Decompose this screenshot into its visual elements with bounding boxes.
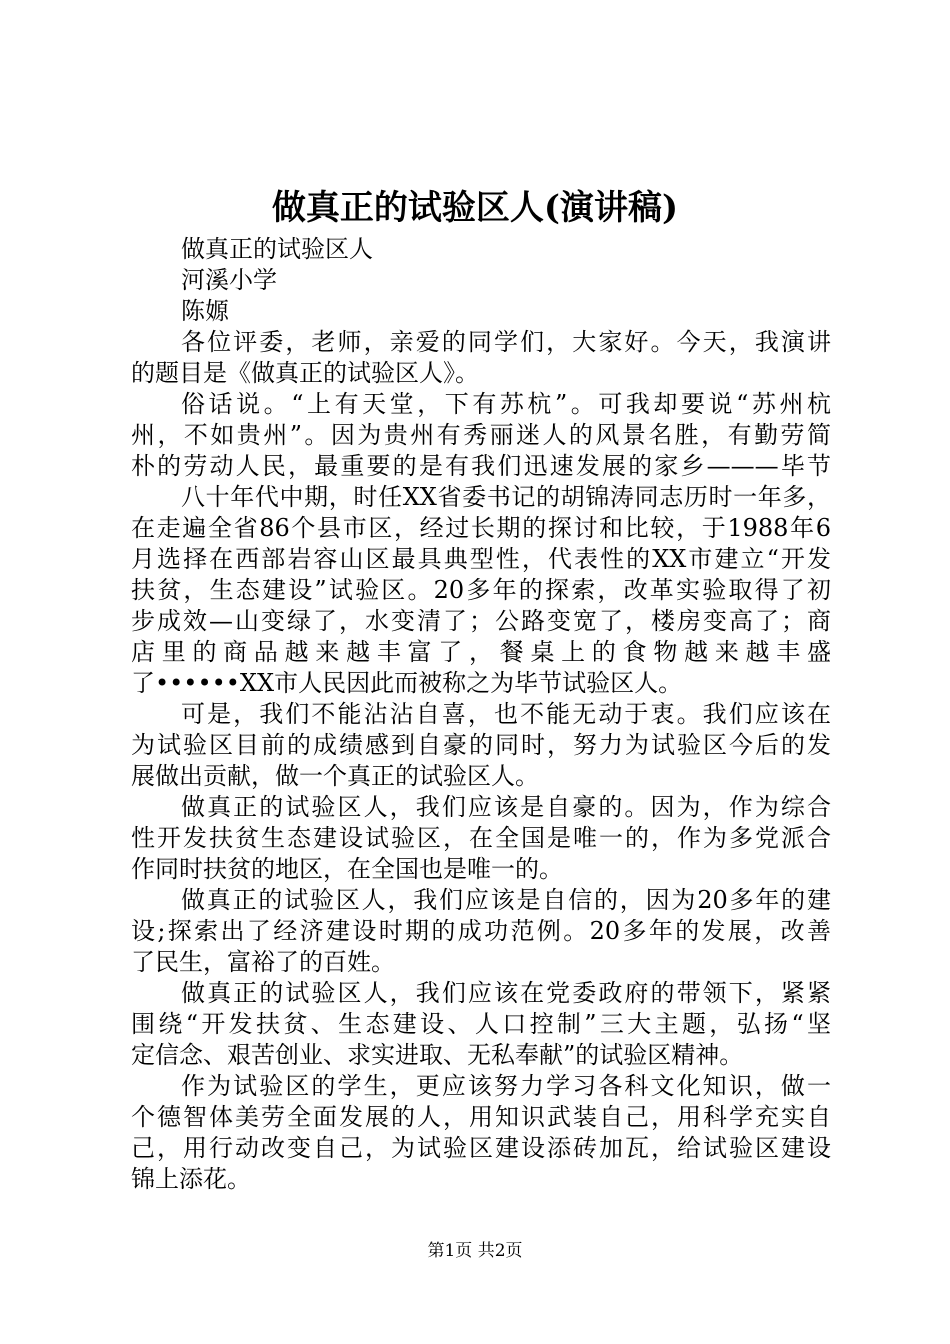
- document-title: 做真正的试验区人(演讲稿): [271, 188, 679, 228]
- page-footer: 第1页 共2页: [427, 1241, 523, 1261]
- body-line: 做真正的试验区人，我们应该是自豪的。因为，作为综合: [181, 793, 831, 821]
- body-line: 扶贫，生态建设”试验区。20多年的探索，改革实验取得了初: [131, 576, 831, 604]
- body-line: 在走遍全省86个县市区，经过长期的探讨和比较，于1988年6: [131, 514, 831, 542]
- body-line: 做真正的试验区人，我们应该是自信的，因为20多年的建: [181, 886, 831, 914]
- body-line: 了民生，富裕了的百姓。: [131, 948, 395, 976]
- body-line: 个德智体美劳全面发展的人，用知识武装自己，用科学充实自: [131, 1103, 831, 1131]
- document-body: [131, 234, 831, 1195]
- body-line: 作为试验区的学生，更应该努力学习各科文化知识，做一: [181, 1072, 831, 1100]
- body-line: 为试验区目前的成绩感到自豪的同时，努力为试验区今后的发: [131, 731, 831, 759]
- body-line: 月选择在西部岩容山区最具典型性，代表性的XX市建立“开发: [131, 545, 831, 573]
- body-line: 做真正的试验区人: [181, 235, 373, 263]
- body-line: 步成效—山变绿了，水变清了；公路变宽了，楼房变高了；商: [131, 607, 831, 635]
- body-line: 俗话说。“上有天堂，下有苏杭”。可我却要说“苏州杭: [181, 390, 831, 418]
- body-line: 做真正的试验区人，我们应该在党委政府的带领下，紧紧: [181, 979, 831, 1007]
- body-line: 围绕“开发扶贫、生态建设、人口控制”三大主题，弘扬“坚: [131, 1010, 831, 1038]
- body-line: 八十年代中期，时任XX省委书记的胡锦涛同志历时一年多，: [181, 483, 831, 511]
- body-line: 河溪小学: [181, 266, 277, 294]
- body-line: 店里的商品越来越丰富了，餐桌上的食物越来越丰盛: [131, 638, 831, 666]
- body-line: 定信念、艰苦创业、求实进取、无私奉献”的试验区精神。: [131, 1041, 744, 1069]
- body-line: 各位评委，老师，亲爱的同学们，大家好。今天，我演讲: [181, 328, 831, 356]
- body-line: 的题目是《做真正的试验区人》。: [131, 359, 479, 387]
- body-line: 性开发扶贫生态建设试验区，在全国是唯一的，作为多党派合: [131, 824, 831, 852]
- body-line: 州，不如贵州”。因为贵州有秀丽迷人的风景名胜，有勤劳简: [131, 421, 831, 449]
- body-line: 陈嫄: [181, 297, 229, 325]
- body-line: 展做出贡献，做一个真正的试验区人。: [131, 762, 539, 790]
- body-line: 设;探索出了经济建设时期的成功范例。20多年的发展，改善: [131, 917, 831, 945]
- body-line: 作同时扶贫的地区，在全国也是唯一的。: [131, 855, 563, 883]
- body-line: 了••••••XX市人民因此而被称之为毕节试验区人。: [131, 669, 683, 697]
- body-line: 己，用行动改变自己，为试验区建设添砖加瓦，给试验区建设: [131, 1134, 831, 1162]
- body-line: 锦上添花。: [131, 1165, 251, 1193]
- body-line: 可是，我们不能沾沾自喜，也不能无动于衷。我们应该在: [181, 700, 831, 728]
- body-line: 朴的劳动人民，最重要的是有我们迅速发展的家乡———毕节: [131, 452, 831, 480]
